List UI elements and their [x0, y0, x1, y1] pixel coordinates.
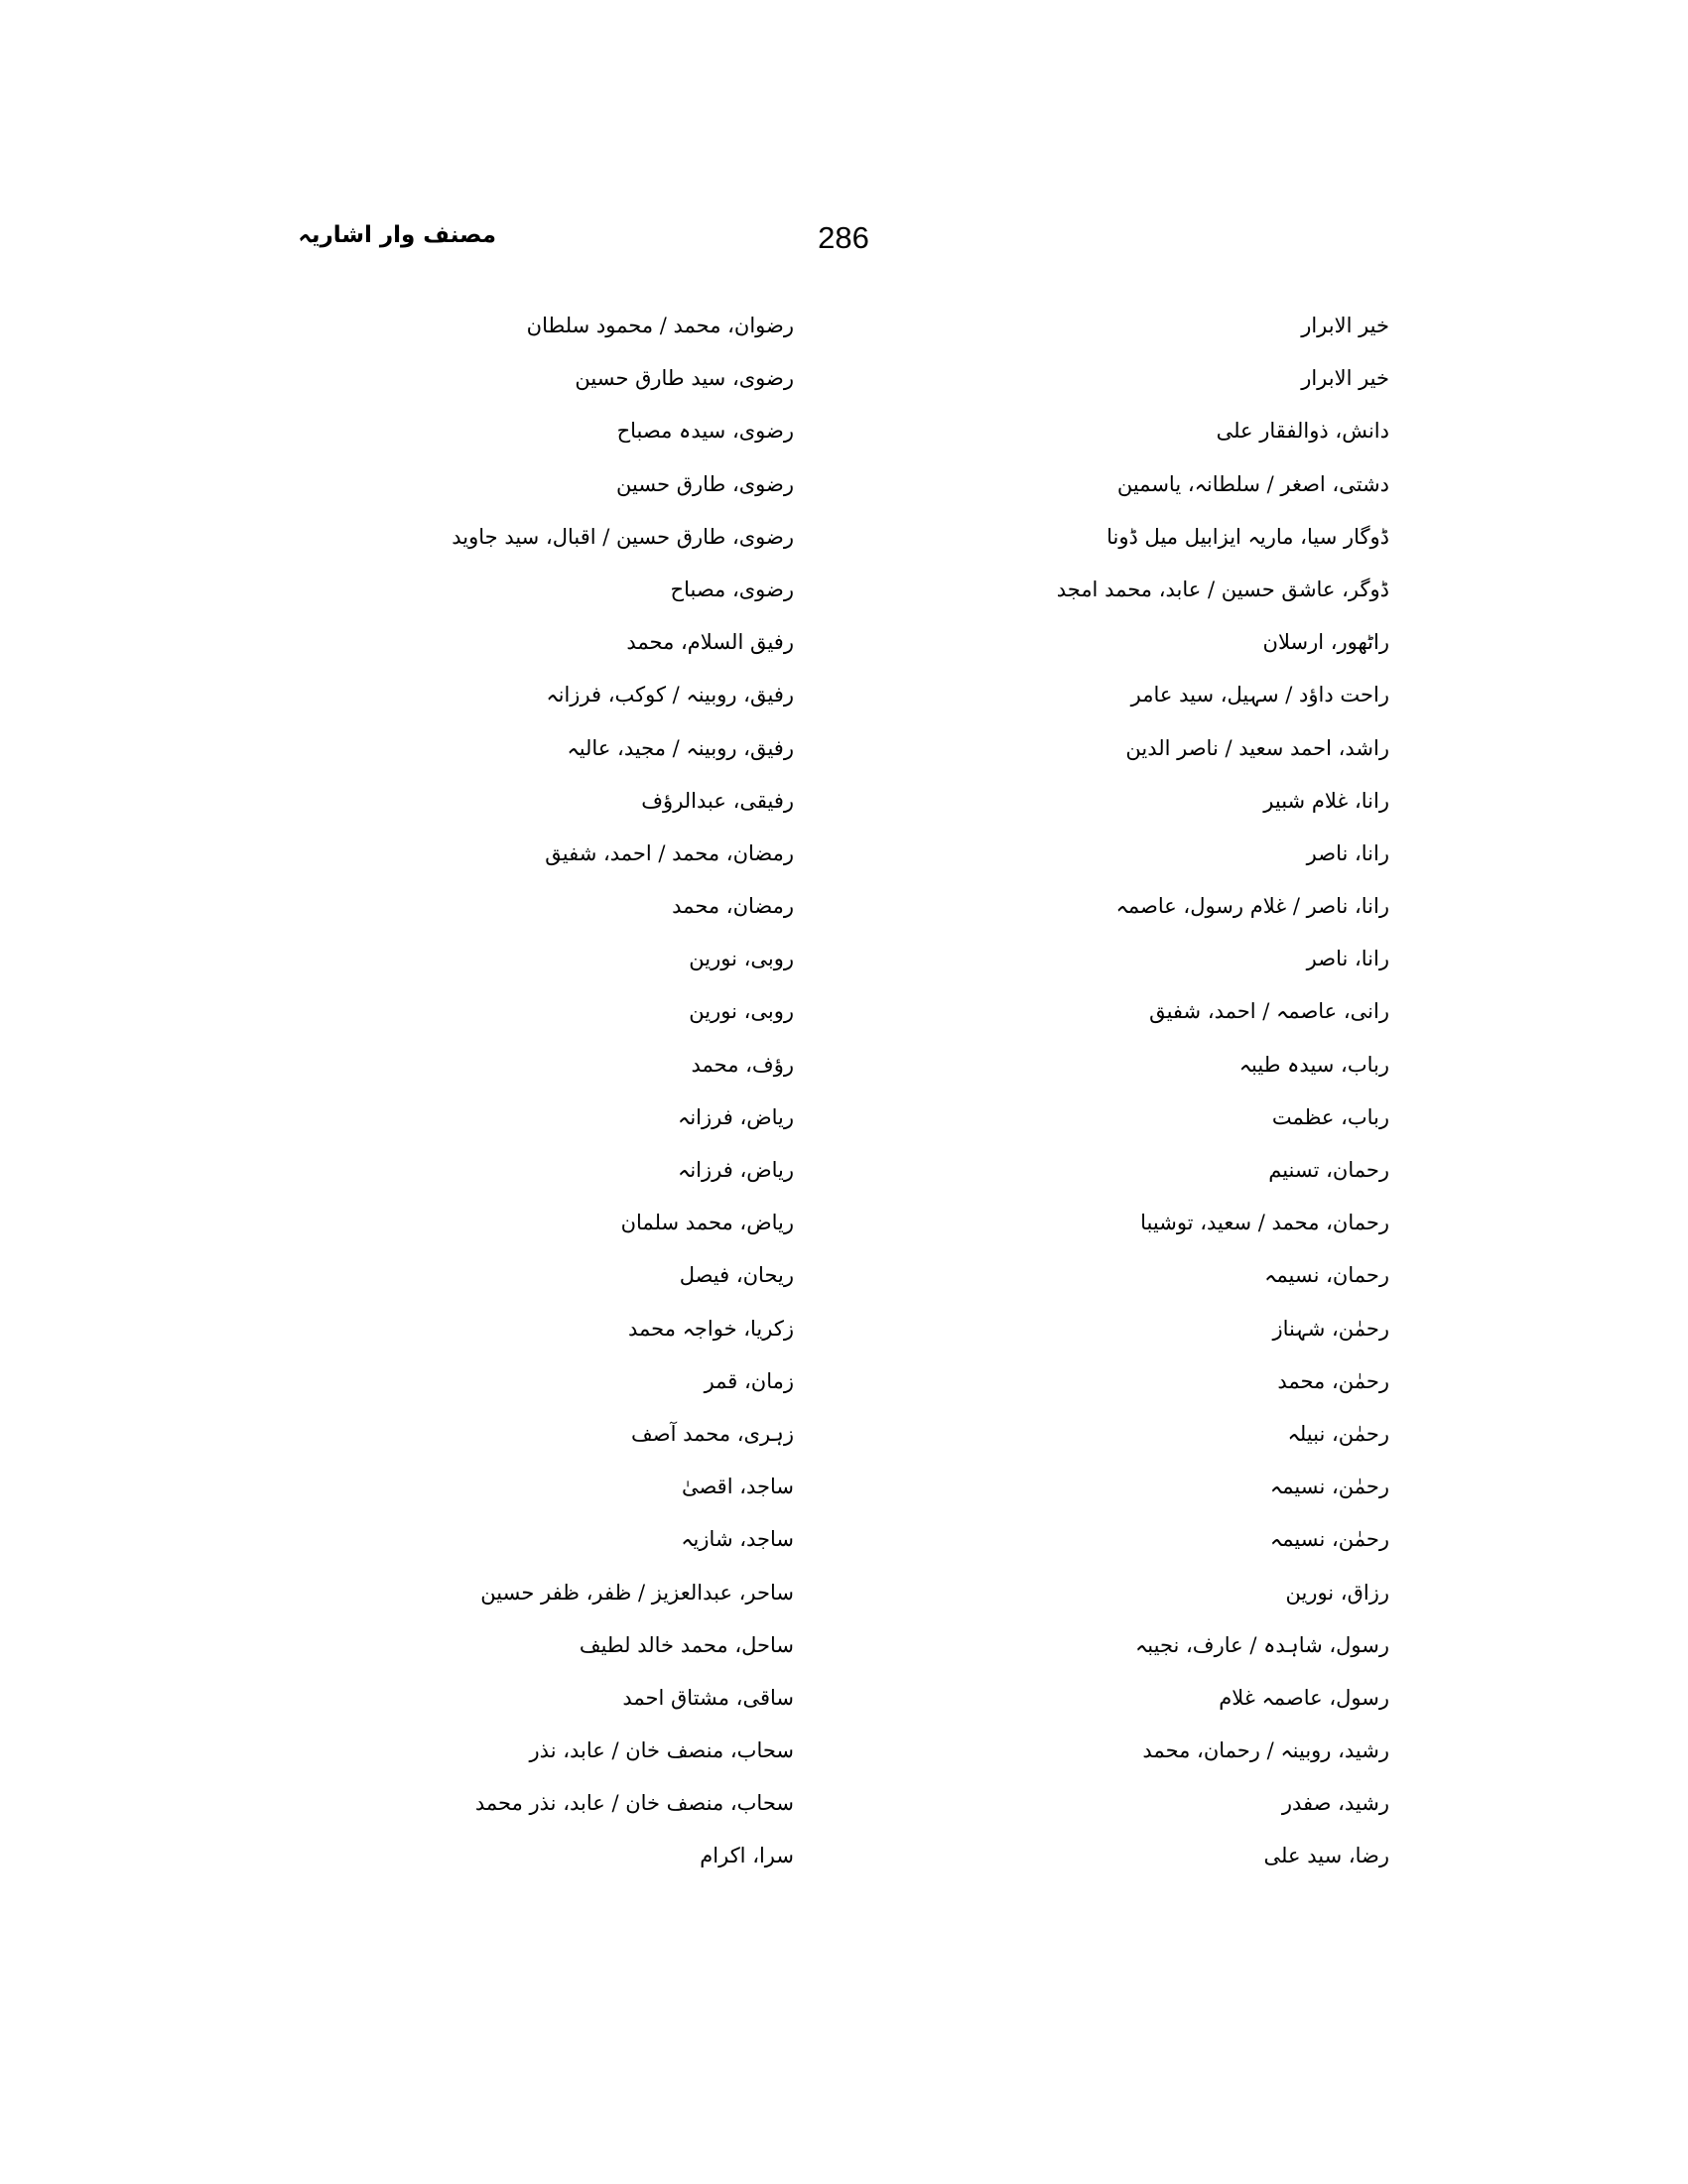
index-entry: رحمٰن، شہناز [1272, 1316, 1389, 1341]
index-entry: سرا، اکرام [700, 1844, 794, 1868]
left-column [417, 300, 794, 1883]
index-entry: رسول، شاہدہ / عارف، نجیبہ [1134, 1632, 1389, 1657]
index-entry: سحاب، منصف خان / عابد، نذر [529, 1738, 794, 1763]
index-entry: ڈوگار سیا، ماریہ ایزابیل میل ڈونا [1106, 524, 1389, 549]
index-entry: راحت داؤد / سہیل، سید عامر [1130, 683, 1389, 707]
index-entry: رحمان، تسنیم [1268, 1158, 1389, 1182]
index-entry: راشد، احمد سعید / ناصر الدین [1125, 735, 1389, 760]
index-entry: رضوی، سیدہ مصباح [616, 419, 794, 444]
index-entry: رسول، عاصمہ غلام [1219, 1685, 1389, 1710]
index-entry: رفیق، روبینہ / مجید، عالیہ [567, 735, 794, 760]
index-entry: زکریا، خواجہ محمد [627, 1316, 794, 1341]
right-column [1012, 300, 1389, 1883]
index-entry: ساقی، مشتاق احمد [622, 1685, 794, 1710]
index-entry: رانی، عاصمہ / احمد، شفیق [1149, 999, 1389, 1024]
index-entry: روبی، نورین [689, 947, 794, 971]
index-entry: رحمٰن، نسیمہ [1269, 1475, 1389, 1499]
index-entry: رضوی، طارق حسین / اقبال، سید جاوید [452, 524, 794, 549]
index-entry: رمضان، محمد / احمد، شفیق [545, 840, 794, 865]
index-entry: ریاض، فرزانہ [678, 1104, 794, 1129]
index-entry: ریاض، محمد سلمان [620, 1211, 794, 1235]
index-entry: خیر الابرار [1301, 366, 1389, 391]
index-entry: روبی، نورین [689, 999, 794, 1024]
index-entry: خیر الابرار [1301, 314, 1389, 337]
index-entry: رانا، ناصر [1306, 947, 1389, 971]
index-entry: رضوان، محمد / محمود سلطان [526, 314, 794, 337]
index-entry: زہری، محمد آصف [631, 1421, 794, 1446]
index-entry: زمان، قمر [704, 1368, 794, 1393]
index-entry: راٹھور، ارسلان [1262, 630, 1389, 655]
index-entry: رباب، عظمت [1271, 1104, 1389, 1129]
index-entry: ریحان، فیصل [679, 1263, 794, 1288]
index-entry: ساحر، عبدالعزیز / ظفر، ظفر حسین [480, 1580, 794, 1605]
index-entry: ساجد، اقصیٰ [681, 1475, 794, 1499]
index-entry: سحاب، منصف خان / عابد، نذر محمد [474, 1791, 794, 1816]
index-entry: رشید، روبینہ / رحمان، محمد [1142, 1738, 1389, 1763]
index-entry: دشتی، اصغر / سلطانہ، یاسمین [1116, 471, 1389, 496]
index-entry: رفیق السلام، محمد [626, 630, 794, 655]
index-entry: رشید، صفدر [1281, 1791, 1389, 1816]
index-entry: ریاض، فرزانہ [678, 1158, 794, 1182]
index-entry: رفیق، روبینہ / کوکب، فرزانہ [546, 683, 794, 707]
index-entry: رضا، سید علی [1263, 1844, 1389, 1868]
index-entry: رانا، ناصر / غلام رسول، عاصمہ [1115, 894, 1389, 919]
index-entry: رضوی، سید طارق حسین [575, 366, 794, 391]
index-entry: رحمان، محمد / سعید، توشیبا [1140, 1211, 1389, 1235]
index-entry: رانا، ناصر [1306, 840, 1389, 865]
index-entry: رحمٰن، محمد [1277, 1368, 1389, 1393]
index-entry: ساحل، محمد خالد لطیف [579, 1632, 794, 1657]
index-entry: رزاق، نورین [1285, 1580, 1389, 1605]
index-entry: رانا، غلام شبیر [1263, 788, 1389, 813]
index-entry: دانش، ذوالفقار علی [1216, 419, 1389, 444]
index-entry: رضوی، مصباح [670, 577, 794, 601]
index-entry: رحمٰن، نسیمہ [1269, 1527, 1389, 1552]
page-number: 286 [818, 220, 869, 255]
index-entry: ڈوگر، عاشق حسین / عابد، محمد امجد [1056, 577, 1389, 601]
index-entry: رباب، سیدہ طیبہ [1238, 1052, 1389, 1077]
index-entry: ساجد، شازیہ [681, 1527, 794, 1552]
running-title: مصنف وار اشاریہ [298, 222, 496, 248]
index-entry: رفیقی، عبدالرؤف [641, 788, 794, 813]
index-entry: رمضان، محمد [672, 894, 794, 919]
index-entry: رضوی، طارق حسین [616, 471, 794, 496]
index-entry: رؤف، محمد [691, 1052, 794, 1077]
index-entry: رحمان، نسیمہ [1264, 1263, 1389, 1288]
index-entry: رحمٰن، نبیلہ [1287, 1421, 1389, 1446]
